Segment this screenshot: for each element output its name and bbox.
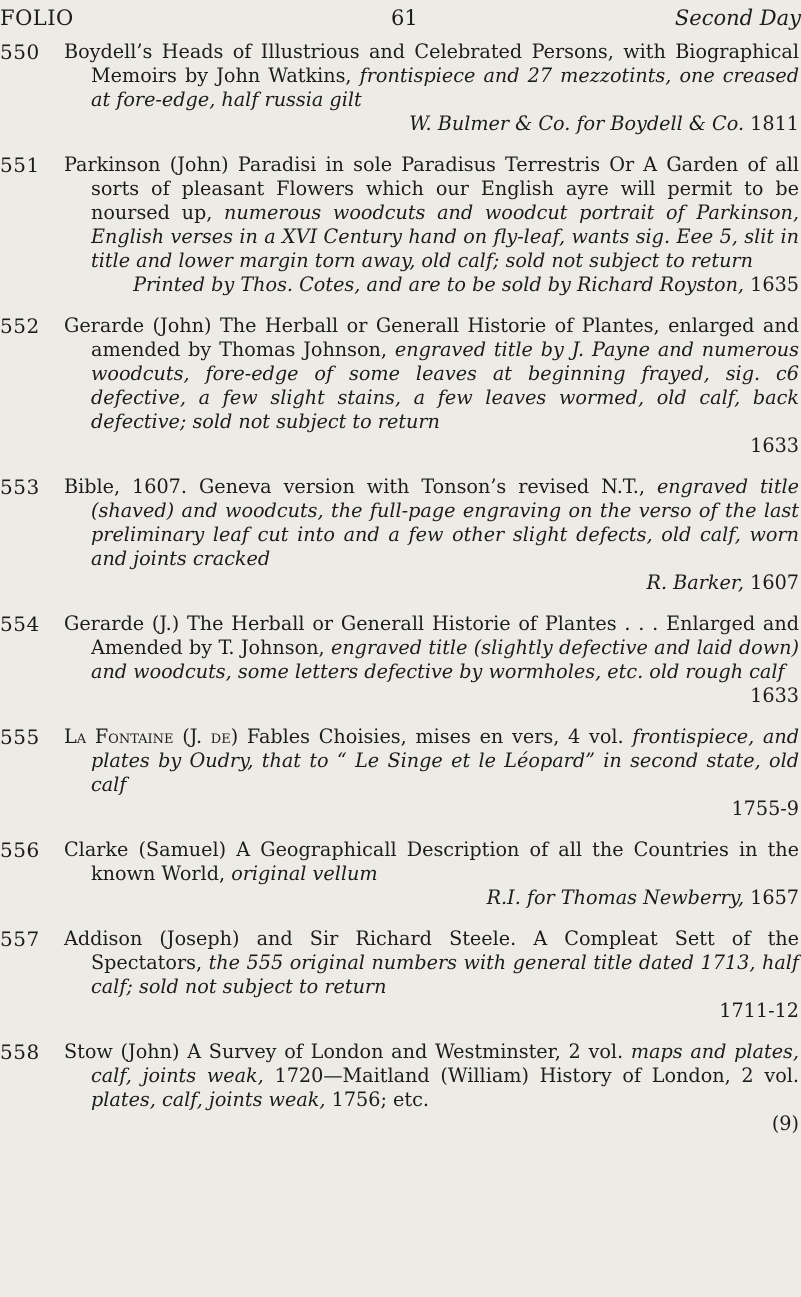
lot-imprint-line	[64, 999, 799, 1023]
lot-description	[64, 838, 799, 886]
lot-condition: engraved title by J. Payne and numerous woodcuts, fore-edge of some leaves at beginning frayed, sig. c6 defective, a few slight stains, a few leaves wormed, old calf, back defective; sold not subject to return	[91, 338, 799, 433]
lot-imprint-line	[64, 571, 799, 595]
lot-author: Boydell’s	[64, 40, 153, 63]
lot-condition: maps and plates, calf, joints weak,	[91, 1040, 799, 1087]
lot-year: 1635	[750, 273, 799, 296]
lot-description	[64, 475, 799, 571]
lot-entry	[0, 838, 801, 910]
lot-count: (9)	[771, 1112, 799, 1135]
page-header	[0, 6, 801, 36]
lot-number: 557	[0, 927, 40, 951]
lot-entry	[0, 153, 801, 297]
lot-entry	[0, 927, 801, 1023]
lot-year: 1811	[750, 112, 799, 135]
lot-author: La Fontaine (J. de)	[64, 725, 239, 748]
lot-number: 552	[0, 314, 40, 338]
lot-imprint-line	[64, 434, 799, 458]
lot-year: 1755-9	[731, 797, 799, 820]
lot-title: Fables Choisies, mises en vers, 4 vol.	[238, 725, 633, 748]
folio-label: FOLIO	[0, 6, 74, 30]
lot-number: 556	[0, 838, 40, 862]
lot-author: Stow (John)	[64, 1040, 180, 1063]
lot-entry	[0, 612, 801, 708]
lot-description	[64, 927, 799, 999]
lot-year: 1607	[750, 571, 799, 594]
lot-number: 554	[0, 612, 40, 636]
lot-condition: frontispiece, and plates by Oudry, that to “ Le Singe et le Léopard” in second state, old calf	[91, 725, 800, 796]
lot-title: A Survey of London and Westminster, 2 vol.	[179, 1040, 631, 1063]
lot-condition: original vellum	[231, 862, 378, 885]
lot-entry	[0, 475, 801, 595]
lot-description	[64, 314, 799, 434]
lot-imprint-line	[64, 273, 799, 297]
lot-imprint-line	[64, 886, 799, 910]
lot-title: and Sir Richard Steele. A Compleat Sett of the Spectators,	[91, 927, 799, 974]
lot-extra-title: 1720—Maitland (William) History of London, 2 vol.	[263, 1064, 799, 1087]
lot-imprint: R. Barker,	[646, 571, 745, 594]
lot-description	[64, 153, 799, 273]
lot-author: Clarke (Samuel)	[64, 838, 227, 861]
lot-author: Gerarde (John)	[64, 314, 212, 337]
lot-description	[64, 40, 799, 112]
lot-list	[0, 40, 801, 1153]
lot-condition: the 555 original numbers with general title dated 1713, half calf; sold not subject to return	[91, 951, 799, 998]
lot-condition: engraved title (shaved) and woodcuts, the full-page engraving on the verso of the last preliminary leaf cut into and a few other slight defects, old calf, worn and joints cracked	[91, 475, 800, 570]
lot-imprint: R.I. for Thomas Newberry,	[486, 886, 745, 909]
lot-imprint-line	[64, 684, 799, 708]
lot-condition: frontispiece and 27 mezzotints, one creased at fore-edge, half russia gilt	[91, 64, 800, 111]
lot-title: The Herball or Generall Historie of Plantes . . . Enlarged and Amended by T. Johnson,	[91, 612, 799, 659]
lot-imprint: Printed by Thos. Cotes, and are to be sold by Richard Royston,	[133, 273, 745, 296]
page-number: 61	[391, 6, 418, 30]
lot-description	[64, 725, 799, 797]
lot-imprint-line	[64, 112, 799, 136]
lot-title: Heads of Illustrious and Celebrated Persons, with Biographical Memoirs by John Watkins,	[91, 40, 799, 87]
lot-number: 550	[0, 40, 40, 64]
lot-entry	[0, 725, 801, 821]
day-label: Second Day	[674, 6, 801, 30]
lot-title: Paradisi in sole Paradisus Terrestris Or A Garden of all sorts of pleasant Flowers which our English ayre will permit to be noursed up,	[91, 153, 799, 224]
lot-extra-end: 1756; etc.	[325, 1088, 429, 1111]
lot-description	[64, 1040, 799, 1112]
lot-title: A Geographicall Description of all the Countries in the known World,	[91, 838, 799, 885]
lot-number: 558	[0, 1040, 40, 1064]
lot-entry	[0, 314, 801, 458]
lot-entry	[0, 1040, 801, 1136]
lot-year: 1633	[750, 684, 799, 707]
lot-title: Geneva version with Tonson’s revised N.T.,	[187, 475, 657, 498]
lot-condition: engraved title (slightly defective and laid down) and woodcuts, some letters defective by wormholes, etc. old rough calf	[91, 636, 799, 683]
lot-author: Parkinson (John)	[64, 153, 229, 176]
lot-year: 1657	[750, 886, 799, 909]
lot-extra-condition: plates, calf, joints weak,	[91, 1088, 326, 1111]
lot-year: 1711-12	[719, 999, 799, 1022]
lot-year: 1633	[750, 434, 799, 457]
lot-author: Addison (Joseph)	[64, 927, 240, 950]
lot-imprint: W. Bulmer & Co. for Boydell & Co.	[409, 112, 745, 135]
lot-title: The Herball or Generall Historie of Plantes, enlarged and amended by Thomas Johnson,	[91, 314, 799, 361]
lot-condition: numerous woodcuts and woodcut portrait of Parkinson, English verses in a XVI Century hand on fly-leaf, wants sig. Eee 5, slit in title and lower margin torn away, old calf; sold not subject to return	[91, 201, 799, 272]
lot-number: 555	[0, 725, 40, 749]
lot-author: Bible, 1607.	[64, 475, 187, 498]
lot-imprint-line	[64, 1112, 799, 1136]
lot-number: 551	[0, 153, 40, 177]
lot-entry	[0, 40, 801, 136]
lot-number: 553	[0, 475, 40, 499]
lot-author: Gerarde (J.)	[64, 612, 180, 635]
lot-imprint-line	[64, 797, 799, 821]
lot-description	[64, 612, 799, 684]
